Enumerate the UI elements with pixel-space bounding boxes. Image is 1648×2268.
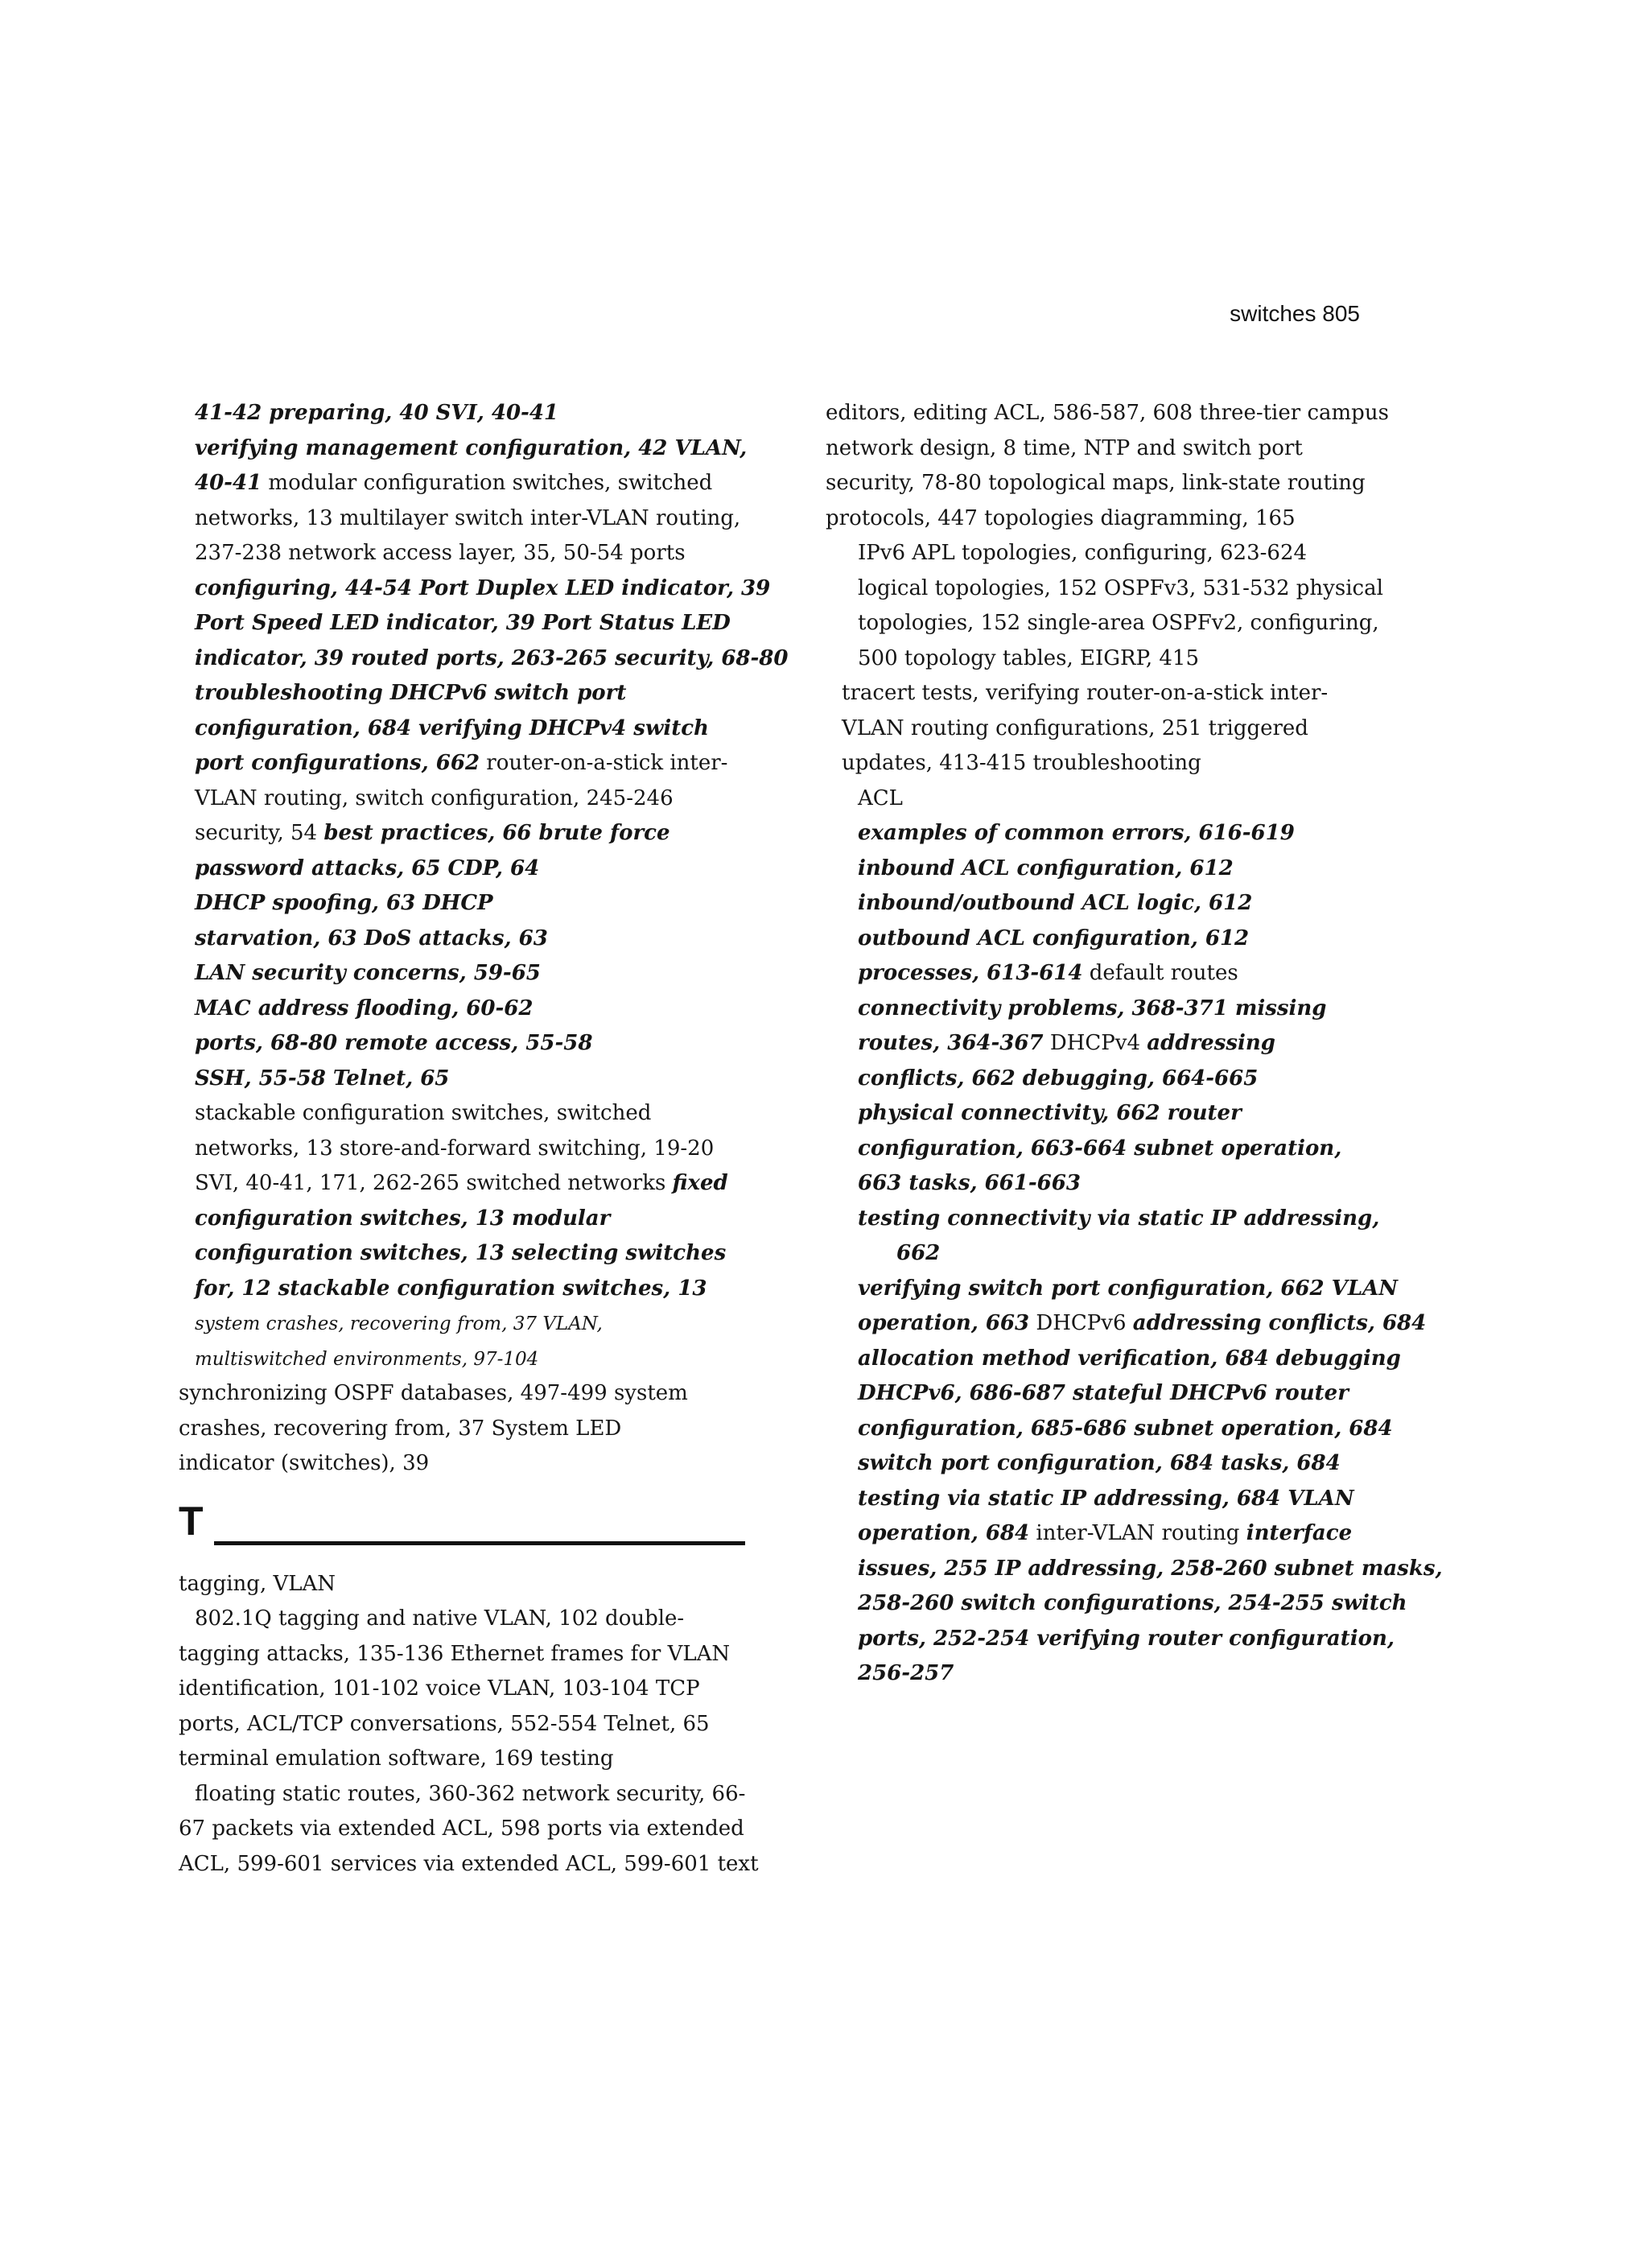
index-text-run: conflicts, 662 debugging, 664-665	[858, 1066, 1259, 1091]
index-line	[826, 1132, 1453, 1167]
index-text-run: 256-257	[858, 1661, 954, 1685]
index-text-run: system crashes, recovering from, 37 VLAN,	[195, 1313, 603, 1334]
index-line	[179, 466, 790, 501]
index-line	[179, 1742, 790, 1777]
right-entries	[826, 396, 1453, 1692]
index-line	[826, 641, 1453, 677]
index-line	[179, 1412, 790, 1447]
index-text-run: configuration switches, 13 selecting switches	[195, 1241, 727, 1265]
index-line	[826, 1516, 1453, 1552]
index-text-run: 663 tasks, 661-663	[858, 1171, 1081, 1195]
index-line	[826, 571, 1453, 607]
index-text-run: SVI, 40-41, 171, 262-265 switched networks	[195, 1171, 673, 1195]
index-text-run: DHCPv6	[1029, 1311, 1133, 1335]
index-text-run: operation, 663	[858, 1311, 1030, 1335]
index-text-run: configuration, 684 verifying DHCPv4 switch	[195, 715, 709, 740]
index-text-run: LAN security concerns, 59-65	[195, 961, 541, 985]
index-line	[826, 536, 1453, 571]
index-text-run: port configurations, 662	[195, 751, 480, 775]
index-text-run: operation, 684	[858, 1521, 1030, 1545]
index-text-run: modular configuration switches, switched	[262, 471, 713, 495]
index-line	[826, 922, 1453, 957]
left-entries-lower	[179, 1567, 790, 1882]
index-line	[826, 992, 1453, 1027]
index-text-run: indicator, 39 routed ports, 263-265 security, 68-80	[195, 645, 789, 670]
index-text-run: 662	[896, 1241, 941, 1265]
index-line	[179, 746, 790, 781]
index-text-run: inbound ACL configuration, 612	[858, 856, 1234, 880]
index-text-run: network design, 8 time, NTP and switch port	[826, 435, 1303, 460]
index-text-run: IPv6 APL topologies, configuring, 623-624	[858, 541, 1308, 565]
index-text-run: configuration switches, 13 modular	[195, 1206, 611, 1231]
index-line	[179, 1376, 790, 1412]
index-text-run: identification, 101-102 voice VLAN, 103-104 TCP	[179, 1676, 700, 1701]
index-text-run: Port Speed LED indicator, 39 Port Status LED	[195, 611, 731, 635]
index-text-run: indicator (switches), 39	[179, 1451, 430, 1475]
index-text-run: crashes, recovering from, 37 System LED	[179, 1416, 622, 1441]
index-line	[826, 501, 1453, 537]
index-line	[179, 886, 790, 922]
index-line	[179, 1567, 790, 1602]
index-text-run: VLAN routing configurations, 251 triggered	[842, 715, 1308, 740]
index-line	[179, 1446, 790, 1482]
index-line	[826, 1412, 1453, 1447]
index-line	[826, 1096, 1453, 1132]
index-line	[826, 1552, 1453, 1587]
section-rule	[214, 1541, 745, 1545]
index-line	[826, 1272, 1453, 1307]
index-line	[826, 1376, 1453, 1412]
index-line	[179, 431, 790, 467]
index-line	[179, 1707, 790, 1742]
running-head: switches 805	[1230, 301, 1360, 326]
index-line	[826, 1062, 1453, 1097]
index-line	[826, 1586, 1453, 1622]
index-text-run: inter-VLAN routing	[1029, 1521, 1246, 1545]
index-text-run: ACL	[858, 786, 903, 810]
index-text-run: issues, 255 IP addressing, 258-260 subnet masks,	[858, 1556, 1443, 1581]
index-text-run: security, 78-80 topological maps, link-state routing	[826, 471, 1366, 495]
index-text-run: configuration, 685-686 subnet operation, 684	[858, 1416, 1393, 1441]
index-text-run: stackable configuration switches, switched	[195, 1101, 652, 1125]
index-line	[826, 1026, 1453, 1062]
index-text-run: interface	[1246, 1521, 1353, 1545]
index-text-run: configuring, 44-54 Port Duplex LED indicator, 39	[195, 575, 771, 600]
index-line	[826, 746, 1453, 781]
index-text-run: security, 54	[195, 821, 324, 845]
index-line	[179, 1847, 790, 1882]
index-text-run: networks, 13 store-and-forward switching, 19-20	[195, 1136, 715, 1161]
index-line	[179, 1306, 790, 1342]
index-line	[826, 606, 1453, 641]
index-text-run: connectivity problems, 368-371 missing	[858, 996, 1327, 1021]
index-text-run: ports, 252-254 verifying router configuration,	[858, 1626, 1395, 1651]
index-line	[179, 571, 790, 607]
index-line	[179, 1236, 790, 1272]
index-line	[826, 396, 1453, 431]
index-line	[179, 676, 790, 711]
index-text-run: troubleshooting DHCPv6 switch port	[195, 681, 627, 705]
index-line	[826, 816, 1453, 852]
index-text-run: tagging attacks, 135-136 Ethernet frames for VLAN	[179, 1641, 731, 1666]
index-line	[179, 1777, 790, 1812]
right-column	[826, 396, 1453, 1692]
index-line	[826, 1656, 1453, 1692]
index-text-run: configuration, 663-664 subnet operation,	[858, 1136, 1342, 1161]
index-text-run: routes, 364-367	[858, 1031, 1044, 1055]
index-line	[826, 956, 1453, 992]
index-text-run: default routes	[1082, 961, 1238, 985]
index-line	[179, 711, 790, 747]
index-line	[179, 1166, 790, 1202]
index-line	[826, 711, 1453, 747]
index-text-run: best practices, 66 brute force	[323, 821, 670, 845]
index-text-run: 67 packets via extended ACL, 598 ports via extended	[179, 1816, 744, 1841]
index-text-run: ports, ACL/TCP conversations, 552-554 Telnet, 65	[179, 1711, 710, 1736]
index-text-run: fixed	[672, 1171, 728, 1195]
index-line	[826, 1166, 1453, 1202]
index-text-run: terminal emulation software, 169 testing	[179, 1746, 614, 1771]
index-line	[179, 1637, 790, 1672]
index-line	[179, 1342, 790, 1377]
index-text-run: router-on-a-stick inter-	[480, 751, 728, 775]
index-text-run: 41-42 preparing, 40 SVI, 40-41	[195, 401, 559, 425]
index-text-run: allocation method verification, 684 debugging	[858, 1346, 1401, 1371]
index-line	[826, 886, 1453, 922]
index-text-run: physical connectivity, 662 router	[858, 1101, 1242, 1125]
index-line	[179, 922, 790, 957]
index-line	[179, 1202, 790, 1237]
index-text-run: starvation, 63 DoS attacks, 63	[195, 926, 548, 950]
index-line	[179, 1026, 790, 1062]
index-text-run: ACL, 599-601 services via extended ACL, 599-601 text	[179, 1851, 759, 1876]
section-letter: T	[179, 1498, 204, 1544]
index-line	[826, 1446, 1453, 1482]
index-text-run: 258-260 switch configurations, 254-255 switch	[858, 1591, 1407, 1615]
index-text-run: for, 12 stackable configuration switches, 13	[195, 1276, 707, 1301]
index-text-run: synchronizing OSPF databases, 497-499 system	[179, 1381, 688, 1405]
section-heading	[179, 1493, 790, 1556]
index-text-run: networks, 13 multilayer switch inter-VLAN routing,	[195, 505, 741, 530]
index-line	[179, 1132, 790, 1167]
index-line	[826, 431, 1453, 467]
index-text-run: verifying switch port configuration, 662 VLAN	[858, 1276, 1399, 1301]
index-text-run: testing via static IP addressing, 684 VLAN	[858, 1486, 1354, 1511]
index-text-run: updates, 413-415 troubleshooting	[842, 751, 1201, 775]
index-line	[826, 781, 1453, 817]
index-text-run: inbound/outbound ACL logic, 612	[858, 891, 1253, 915]
index-line	[826, 1202, 1453, 1237]
index-line	[179, 1062, 790, 1097]
index-text-run: ports, 68-80 remote access, 55-58	[195, 1031, 593, 1055]
index-line	[826, 466, 1453, 501]
left-column	[179, 396, 790, 1882]
index-text-run: editors, editing ACL, 586-587, 608 three-tier campus	[826, 401, 1389, 425]
index-text-run: DHCPv6, 686-687 stateful DHCPv6 router	[858, 1381, 1349, 1405]
index-text-run: topologies, 152 single-area OSPFv2, configuring,	[858, 611, 1379, 635]
index-line	[179, 992, 790, 1027]
index-line	[179, 852, 790, 887]
index-text-run: 802.1Q tagging and native VLAN, 102 double-	[195, 1606, 685, 1631]
index-text-run: testing connectivity via static IP addressing,	[858, 1206, 1380, 1231]
index-text-run: examples of common errors, 616-619	[858, 821, 1295, 845]
index-line	[179, 781, 790, 817]
index-text-run: multiswitched environments, 97-104	[195, 1348, 539, 1370]
index-line	[179, 1812, 790, 1847]
index-line	[179, 396, 790, 431]
index-text-run: DHCP spoofing, 63 DHCP	[195, 891, 493, 915]
index-text-run: floating static routes, 360-362 network security, 66-	[195, 1781, 746, 1806]
index-line	[826, 1306, 1453, 1342]
index-line	[826, 676, 1453, 711]
index-line	[826, 1236, 1453, 1272]
index-text-run: addressing	[1147, 1031, 1275, 1055]
index-line	[179, 1602, 790, 1637]
index-text-run: outbound ACL configuration, 612	[858, 926, 1250, 950]
index-line	[179, 1272, 790, 1307]
index-text-run: tracert tests, verifying router-on-a-stick inter-	[842, 681, 1329, 705]
index-line	[179, 606, 790, 641]
index-line	[826, 1622, 1453, 1657]
index-line	[826, 852, 1453, 887]
index-line	[179, 501, 790, 537]
index-line	[179, 536, 790, 571]
index-line	[179, 641, 790, 677]
index-text-run: 500 topology tables, EIGRP, 415	[858, 645, 1199, 670]
index-text-run: verifying management configuration, 42 VLAN,	[195, 435, 748, 460]
index-text-run: password attacks, 65 CDP, 64	[195, 856, 540, 880]
index-line	[179, 1672, 790, 1707]
index-text-run: logical topologies, 152 OSPFv3, 531-532 physical	[858, 575, 1383, 600]
index-text-run: processes, 613-614	[858, 961, 1083, 985]
index-text-run: protocols, 447 topologies diagramming, 165	[826, 505, 1296, 530]
index-text-run: 40-41	[195, 471, 262, 495]
index-text-run: MAC address flooding, 60-62	[195, 996, 534, 1021]
index-text-run: switch port configuration, 684 tasks, 684	[858, 1451, 1341, 1475]
index-text-run: SSH, 55-58 Telnet, 65	[195, 1066, 450, 1091]
index-text-run: VLAN routing, switch configuration, 245-246	[195, 786, 674, 810]
index-text-run: addressing conflicts, 684	[1132, 1311, 1427, 1335]
index-text-run: tagging, VLAN	[179, 1571, 336, 1596]
index-text-run: DHCPv4	[1043, 1031, 1147, 1055]
index-line	[179, 816, 790, 852]
index-line	[179, 956, 790, 992]
index-line	[826, 1342, 1453, 1377]
index-line	[179, 1096, 790, 1132]
index-text-run: 237-238 network access layer, 35, 50-54 ports	[195, 541, 686, 565]
left-entries-upper	[179, 396, 790, 1482]
index-line	[826, 1482, 1453, 1517]
